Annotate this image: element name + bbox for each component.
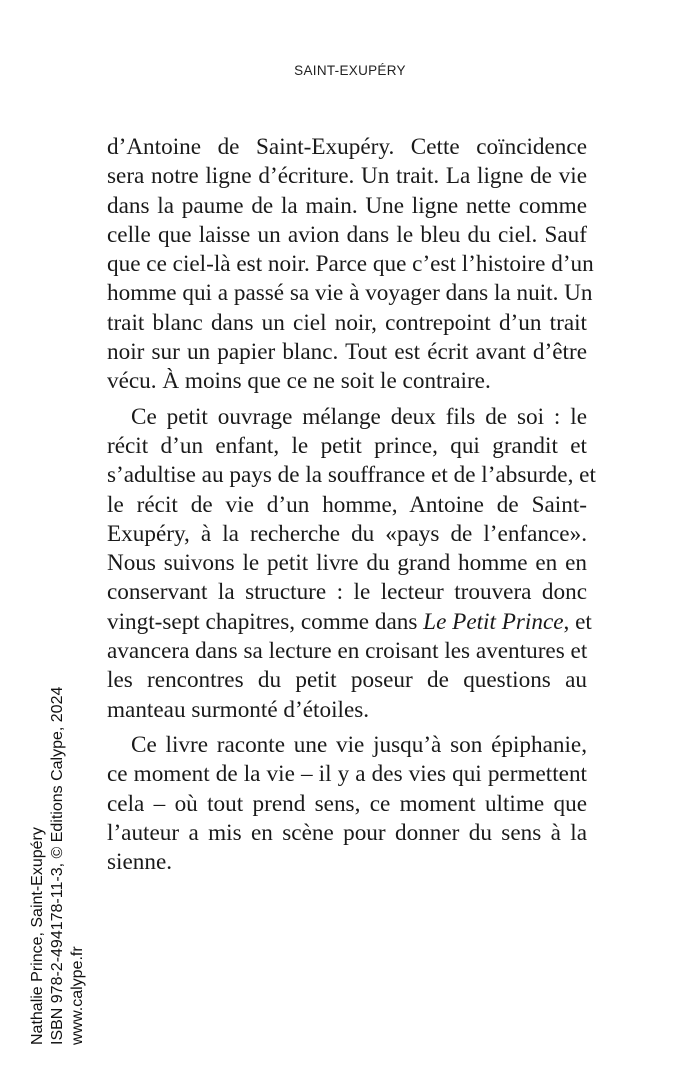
paragraph-3-line: Ce livre raconte une vie jusqu’à son épiphanie, xyxy=(131,731,587,758)
body-text xyxy=(107,133,596,877)
paragraph-3-line: cela – où tout prend sens, ce moment ultime que xyxy=(107,790,587,817)
paragraph-1-line: sera notre ligne d’écriture. Un trait. La ligne de vie xyxy=(107,163,587,190)
publisher-url: www.calype.fr xyxy=(69,946,86,1045)
paragraph-1-line: homme qui a passé sa vie à voyager dans la nuit. Un xyxy=(107,280,593,307)
paragraph-1-line: d’Antoine de Saint-Exupéry. Cette coïncidence xyxy=(107,134,587,160)
paragraph-1-line: vécu. À moins que ce ne soit le contraire. xyxy=(107,368,491,395)
paragraph-1-line: dans la paume de la main. Une ligne nette comme xyxy=(107,192,587,219)
paragraph-3-line: l’auteur a mis en scène pour donner du sens à la xyxy=(107,819,587,846)
paragraph-2-line: conservant la structure : le lecteur trouvera donc xyxy=(107,579,587,606)
paragraph-2-line-with-title xyxy=(107,608,592,637)
paragraph-1-line: celle que laisse un avion dans le bleu du ciel. Sauf xyxy=(107,221,587,248)
paragraph-2-line: avancera dans sa lecture en croisant les aventures et xyxy=(107,638,588,665)
paragraph-2-line: récit d’un enfant, le petit prince, qui grandit et xyxy=(107,432,587,459)
line-text: vingt-sept chapitres, comme dans xyxy=(107,608,424,635)
copyright-side-credit xyxy=(28,687,88,1045)
author-title-credit: Nathalie Prince, Saint-Exupéry xyxy=(29,827,46,1045)
paragraph-1-line: noir sur un papier blanc. Tout est écrit avant d’être xyxy=(107,339,587,366)
running-header: SAINT-EXUPÉRY xyxy=(294,63,406,78)
paragraph-3-line: sienne. xyxy=(107,849,173,876)
paragraph-2-line: les rencontres du petit poseur de questions au xyxy=(107,667,587,694)
paragraph-2-line: manteau surmonté d’étoiles. xyxy=(107,696,370,723)
line-text: , et xyxy=(563,608,592,635)
paragraph-2-line: Ce petit ouvrage mélange deux fils de soi : le xyxy=(131,403,587,430)
isbn-copyright: ISBN 978-2-494178-11-3, © Editions Calype, 2024 xyxy=(49,686,66,1045)
paragraph-2-line: Nous suivons le petit livre du grand homme en en xyxy=(107,550,587,577)
paragraph-3-line: ce moment de la vie – il y a des vies qui permettent xyxy=(107,761,587,788)
paragraph-2-line: Exupéry, à la recherche du «pays de l’enfance». xyxy=(107,520,587,547)
paragraph-2-line: s’adultise au pays de la souffrance et de l’absurde, et xyxy=(107,462,596,489)
paragraph-1-line: que ce ciel-là est noir. Parce que c’est l’histoire d’un xyxy=(107,251,594,278)
paragraph-1-line: trait blanc dans un ciel noir, contrepoint d’un trait xyxy=(107,309,587,336)
book-title-italic: Le Petit Prince xyxy=(423,608,564,635)
paragraph-2-line: le récit de vie d’un homme, Antoine de Saint- xyxy=(107,491,587,518)
